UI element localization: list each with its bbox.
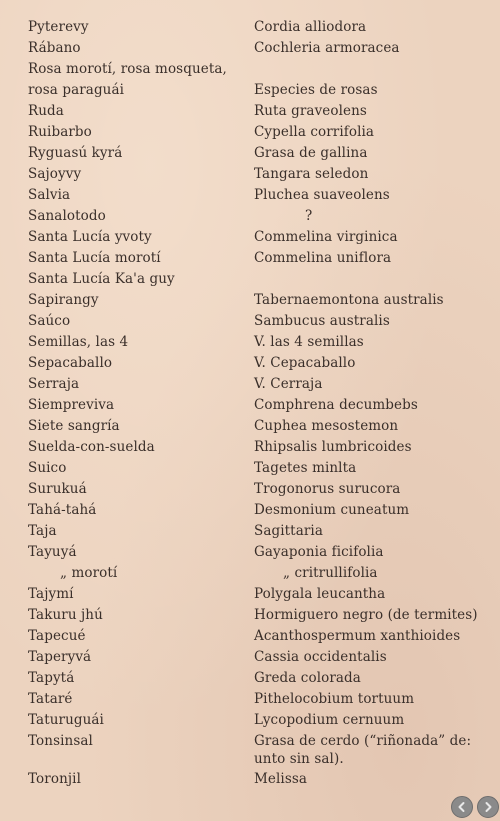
term: Takuru jhú	[28, 607, 103, 623]
definition: Trogonorus surucora	[254, 481, 401, 497]
list-item	[0, 228, 500, 248]
definition: Sambucus australis	[254, 313, 390, 329]
term: Tayuyá	[28, 544, 77, 560]
term: Suico	[28, 460, 67, 476]
term: Siempreviva	[28, 397, 115, 413]
list-item	[0, 207, 500, 227]
chevron-left-icon	[456, 801, 468, 813]
list-item	[0, 249, 500, 269]
term: Tahá-tahá	[28, 502, 97, 518]
definition: Cypella corrifolia	[254, 124, 375, 140]
list-item	[0, 585, 500, 605]
definition: Commelina virginica	[254, 229, 398, 245]
term: Toronjil	[28, 771, 81, 787]
list-item	[0, 396, 500, 416]
list-item	[0, 312, 500, 332]
definition: Tabernaemontona australis	[254, 292, 444, 308]
term: Serraja	[28, 376, 80, 392]
list-item	[0, 60, 500, 80]
definition: Grasa de gallina	[254, 145, 368, 161]
definition: Gayaponia ficifolia	[254, 544, 384, 560]
term: Santa Lucía yvoty	[28, 229, 152, 245]
list-item	[0, 459, 500, 479]
term: Pyterevy	[28, 19, 89, 35]
definition: Tagetes minlta	[254, 460, 357, 476]
term: Rosa morotí, rosa mosqueta,	[28, 61, 227, 77]
definition: Pluchea suaveolens	[254, 187, 390, 203]
term: „ morotí	[60, 565, 118, 581]
list-item	[0, 564, 500, 584]
term: Ryguasú kyrá	[28, 145, 123, 161]
definition: V. las 4 semillas	[254, 334, 364, 350]
term: Saúco	[28, 313, 71, 329]
term: Siete sangría	[28, 418, 120, 434]
list-item	[0, 270, 500, 290]
term: Suelda-con-suelda	[28, 439, 155, 455]
list-item	[0, 438, 500, 458]
list-item	[0, 690, 500, 710]
chevron-right-icon	[482, 801, 494, 813]
list-item	[0, 732, 500, 752]
definition: Melissa	[254, 771, 308, 787]
term: Santa Lucía morotí	[28, 250, 161, 266]
term: Taturuguái	[28, 712, 104, 728]
definition: Comphrena decumbebs	[254, 397, 418, 413]
term: Sajoyvy	[28, 166, 82, 182]
definition: Greda colorada	[254, 670, 361, 686]
prev-page-button[interactable]	[451, 796, 473, 818]
list-item	[0, 18, 500, 38]
definition: Acanthospermum xanthioides	[254, 628, 461, 644]
list-item	[0, 291, 500, 311]
list-item	[0, 165, 500, 185]
definition: Polygala leucantha	[254, 586, 386, 602]
list-item	[0, 522, 500, 542]
list-item	[0, 81, 500, 101]
next-page-button[interactable]	[477, 796, 499, 818]
definition: Cuphea mesostemon	[254, 418, 399, 434]
definition: V. Cepacaballo	[254, 355, 356, 371]
list-item	[0, 375, 500, 395]
term: Tapecué	[28, 628, 86, 644]
list-item	[0, 480, 500, 500]
list-item	[0, 417, 500, 437]
definition: Desmonium cuneatum	[254, 502, 410, 518]
term: Sanalotodo	[28, 208, 106, 224]
list-item	[0, 186, 500, 206]
definition: Commelina uniflora	[254, 250, 392, 266]
list-item	[0, 144, 500, 164]
list-item	[0, 606, 500, 626]
list-item	[0, 102, 500, 122]
definition: Ruta graveolens	[254, 103, 367, 119]
definition: Lycopodium cernuum	[254, 712, 405, 728]
term: Taperyvá	[28, 649, 92, 665]
list-item	[0, 39, 500, 59]
term: Ruibarbo	[28, 124, 92, 140]
list-item	[0, 669, 500, 689]
definition: Tangara seledon	[254, 166, 369, 182]
list-item	[0, 648, 500, 668]
definition: unto sin sal).	[254, 751, 344, 767]
term: Sapirangy	[28, 292, 99, 308]
list-item	[0, 501, 500, 521]
definition: Especies de rosas	[254, 82, 378, 98]
list-item	[0, 770, 500, 790]
definition: Cochleria armoracea	[254, 40, 400, 56]
term: rosa paraguái	[28, 82, 125, 98]
list-item	[0, 354, 500, 374]
term: Tataré	[28, 691, 73, 707]
list-item	[0, 543, 500, 563]
term: Tonsinsal	[28, 733, 93, 749]
definition: Hormiguero negro (de termites)	[254, 607, 478, 623]
definition: Sagittaria	[254, 523, 323, 539]
definition: „ critrullifolia	[283, 565, 378, 581]
term: Semillas, las 4	[28, 334, 129, 350]
list-item	[0, 627, 500, 647]
term: Ruda	[28, 103, 64, 119]
definition: Cordia alliodora	[254, 19, 367, 35]
term: Surukuá	[28, 481, 87, 497]
list-item	[0, 750, 500, 770]
term: Taja	[28, 523, 57, 539]
term: Rábano	[28, 40, 81, 56]
definition: V. Cerraja	[254, 376, 323, 392]
term: Tajymí	[28, 586, 74, 602]
list-item	[0, 333, 500, 353]
definition: Pithelocobium tortuum	[254, 691, 415, 707]
definition: Rhipsalis lumbricoides	[254, 439, 412, 455]
term: Salvia	[28, 187, 71, 203]
list-item	[0, 711, 500, 731]
term: Tapytá	[28, 670, 75, 686]
definition: ?	[305, 208, 313, 224]
term: Santa Lucía Ka'a guy	[28, 271, 175, 287]
definition: Cassia occidentalis	[254, 649, 387, 665]
definition: Grasa de cerdo (“riñonada” de:	[254, 733, 472, 749]
list-item	[0, 123, 500, 143]
term: Sepacaballo	[28, 355, 113, 371]
